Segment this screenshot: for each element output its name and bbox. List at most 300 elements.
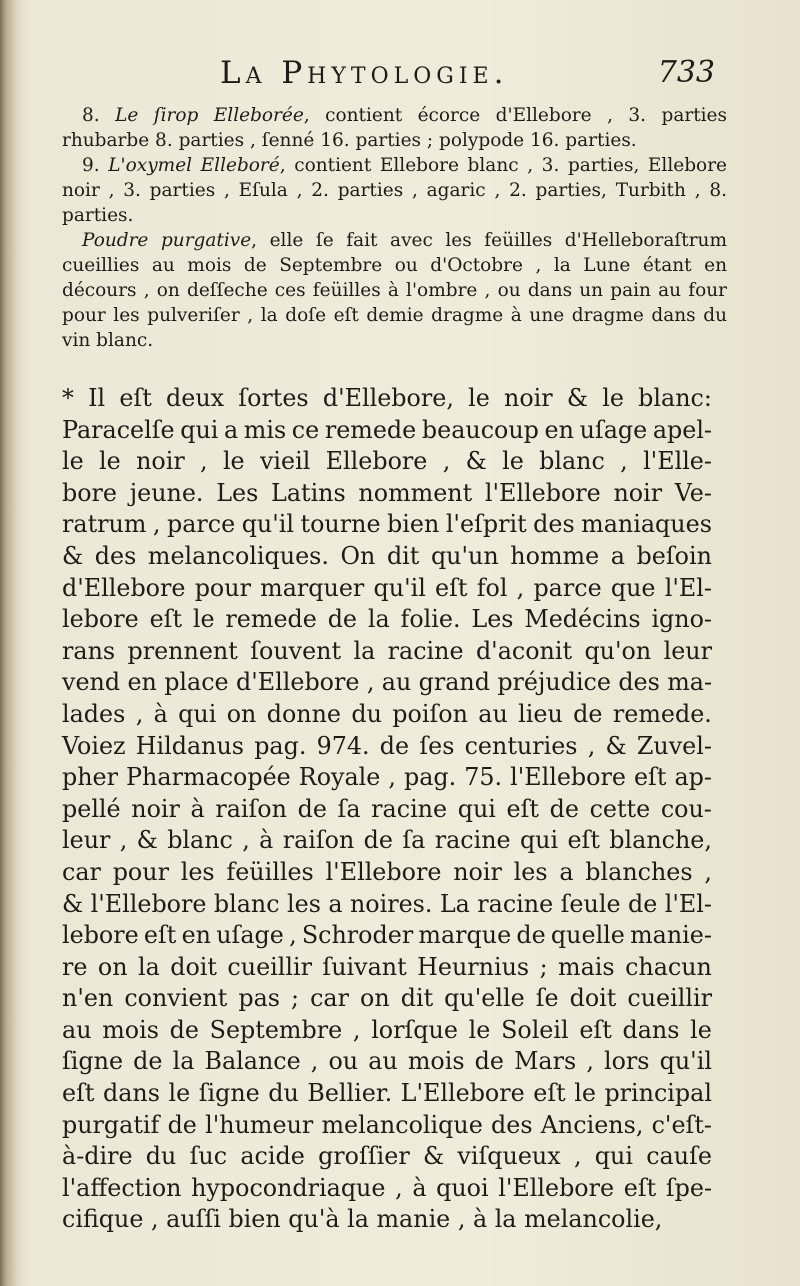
word: Pharmacopée	[126, 763, 291, 792]
word: l'Ellebore	[498, 1173, 615, 1202]
word: le	[222, 447, 245, 476]
word: ,	[119, 826, 128, 855]
word: Paracelſe	[62, 415, 175, 444]
word: on	[360, 984, 390, 1013]
word: qu'il	[373, 573, 426, 602]
word: d'Ellebore,	[322, 384, 454, 412]
word: L'Ellebore	[400, 1079, 525, 1108]
word: donne	[266, 699, 342, 728]
word: jeune.	[129, 478, 204, 507]
word: raiſon	[215, 794, 287, 823]
word: au	[381, 668, 412, 697]
word: de	[327, 605, 358, 634]
word: cette	[589, 794, 651, 823]
word: ;	[291, 984, 300, 1013]
word: homme	[510, 541, 600, 570]
running-title: La Phytologie.	[220, 55, 509, 91]
word: purgatif	[62, 1110, 160, 1139]
word: qu'il	[659, 1047, 712, 1076]
word: de	[169, 1015, 199, 1044]
recipe-notes	[62, 103, 727, 353]
word: la	[138, 952, 160, 981]
word: racine	[371, 794, 448, 823]
text-line	[62, 478, 712, 510]
word: l'Elle-	[643, 447, 712, 476]
word: noir	[453, 857, 502, 886]
word: du	[145, 1142, 177, 1171]
word: ſpe-	[665, 1173, 712, 1202]
word: l'Ellebore	[90, 889, 207, 918]
text-line	[62, 509, 712, 541]
word: mis	[243, 415, 287, 444]
word: *	[62, 384, 74, 412]
word: ſa	[337, 794, 361, 823]
word: doit	[170, 952, 217, 981]
word: on	[226, 699, 257, 728]
text-line	[62, 636, 712, 668]
word: de	[549, 794, 579, 823]
word: marquer	[260, 573, 365, 602]
word: quelle	[550, 921, 625, 950]
word: Royale	[298, 763, 381, 792]
word: le	[62, 447, 84, 476]
word: &	[62, 541, 84, 570]
word: maniaques	[581, 510, 712, 539]
word: a	[610, 541, 625, 570]
word: a	[559, 857, 574, 886]
word: 974.	[316, 731, 370, 760]
word: car	[310, 984, 349, 1013]
word: cueillir	[627, 984, 712, 1013]
word: &	[62, 889, 84, 918]
text-line	[62, 1173, 712, 1205]
word: mois	[102, 1015, 159, 1044]
word: apel-	[652, 415, 712, 444]
text-line	[62, 383, 712, 415]
word: marque	[418, 921, 512, 950]
word: ,	[442, 447, 451, 476]
word: deux	[166, 384, 225, 412]
word: qu'il	[241, 510, 295, 539]
word: eſt	[119, 384, 152, 412]
word: à-dire	[62, 1142, 133, 1171]
word: eſt	[633, 763, 667, 792]
word: noir	[613, 478, 663, 507]
word: bien	[387, 510, 440, 539]
note-paragraph: 8. Le ſirop Elleborée, contient écorce d'Ellebore , 3. parties rhubarbe 8. parties , ſenné 16. parties ; polypode 16. parties.	[62, 105, 727, 151]
word: feüilles	[226, 857, 314, 886]
word: On	[340, 541, 376, 570]
word: blanc	[167, 826, 233, 855]
text-line	[62, 1078, 712, 1110]
text-line	[62, 446, 712, 478]
word: d'Ellebore	[236, 668, 360, 697]
word: vend	[62, 668, 121, 697]
word: on	[97, 952, 128, 981]
word: racine	[387, 636, 464, 665]
word: pas	[238, 984, 280, 1013]
word: cauſe	[646, 1142, 712, 1171]
word: eſt	[567, 826, 600, 855]
word: &	[566, 384, 589, 412]
word: &	[605, 731, 627, 760]
word: blanc	[213, 889, 280, 918]
word: de	[379, 731, 410, 760]
word: noir	[131, 794, 180, 823]
text-line	[62, 699, 712, 731]
word: ,	[587, 731, 596, 760]
word: re	[62, 952, 88, 981]
word: La	[439, 889, 470, 918]
word: leur	[663, 636, 712, 665]
word: &	[136, 826, 158, 855]
text-line	[62, 541, 712, 573]
word: que	[610, 573, 656, 602]
word: ,	[704, 857, 712, 886]
word: de	[363, 826, 393, 855]
word: parce	[533, 573, 602, 602]
note-paragraph: Poudre purgative, elle ſe fait avec les feüilles d'Helleboraſtrum cueillies au mois de Septembre ou d'Octobre , la Lune étant en décours , on deſſeche ces feüilles à l'ombre , ou dans un pain au four pour les pulveriſer , la doſe eſt demie dragme à une dragme dans du vin blanc.	[62, 230, 727, 351]
word: l'eſprit	[445, 510, 527, 539]
page-spine-shadow	[0, 0, 22, 1286]
word: Medécins	[524, 605, 641, 634]
word: ,	[135, 699, 144, 728]
word: les	[180, 857, 215, 886]
word: manie-	[630, 921, 712, 950]
text-line	[62, 731, 712, 763]
word: noires.	[349, 889, 433, 918]
word: ;	[539, 952, 548, 981]
word: ,	[395, 1173, 403, 1202]
word: ,	[366, 668, 375, 697]
word: ce	[291, 415, 320, 444]
word: dit	[400, 984, 434, 1013]
word: de	[167, 1110, 197, 1139]
word: ſuc	[189, 1142, 228, 1171]
word: Voiez	[62, 731, 126, 760]
word: c'eſt-	[651, 1110, 712, 1139]
word: eſt	[506, 794, 539, 823]
word: pag.	[403, 763, 457, 792]
word: du	[268, 1079, 299, 1108]
word: de	[573, 699, 603, 728]
word: Il	[88, 384, 106, 412]
word: remede.	[612, 699, 712, 728]
word: au	[62, 1015, 92, 1044]
word: Bellier.	[307, 1079, 393, 1108]
word: le	[574, 1079, 596, 1108]
text-line	[62, 762, 712, 794]
word: igno-	[651, 605, 712, 634]
word: au	[478, 699, 508, 728]
word: la	[353, 636, 376, 665]
word: les	[513, 857, 548, 886]
word: ma-	[667, 668, 712, 697]
word: prennent	[127, 636, 238, 665]
page-number: 733	[657, 55, 715, 90]
word: eſt	[579, 1015, 612, 1044]
word: &	[422, 1142, 445, 1171]
word: nomment	[358, 478, 473, 507]
word: ,	[388, 763, 396, 792]
word: l'Ellebore	[510, 763, 626, 792]
word: en	[544, 415, 574, 444]
word: dans	[102, 1079, 160, 1108]
word: à	[153, 699, 168, 728]
word: ,	[516, 573, 525, 602]
word: ap-	[674, 763, 712, 792]
word: ,	[289, 921, 297, 950]
text-line	[62, 1110, 712, 1142]
word: a	[328, 889, 343, 918]
text-line	[62, 857, 712, 889]
word: en	[181, 921, 212, 950]
word: uſage	[579, 415, 648, 444]
text-line	[62, 573, 712, 605]
word: du	[351, 699, 382, 728]
word: eſt	[143, 921, 177, 950]
word: parce	[166, 510, 236, 539]
word: pour	[112, 857, 169, 886]
word: viſqueux	[457, 1142, 561, 1171]
word: en	[127, 668, 157, 697]
word: leur	[62, 826, 111, 855]
word: ſigne	[62, 1047, 124, 1076]
word: ou	[328, 1047, 359, 1076]
word: grand	[418, 668, 490, 697]
word: Mars	[514, 1047, 577, 1076]
word: vieil	[259, 447, 311, 476]
word: lades	[62, 699, 126, 728]
word: beaucoup	[421, 415, 539, 444]
word: hypocondriaque	[191, 1173, 386, 1202]
text-line	[62, 825, 712, 857]
word: pour	[194, 573, 251, 602]
word: 75.	[464, 763, 503, 792]
word: ,	[620, 447, 628, 476]
word: racine	[434, 826, 511, 855]
word: eſt	[435, 573, 468, 602]
word: noir	[136, 447, 185, 476]
word: la	[367, 605, 390, 634]
text-line	[62, 920, 712, 952]
word: pher	[62, 763, 119, 792]
word: ſuivant	[322, 952, 407, 981]
word: les	[287, 889, 321, 918]
word: de	[516, 921, 546, 950]
word: groſſier	[318, 1142, 410, 1171]
word: remede	[225, 605, 317, 634]
word: blanc:	[638, 384, 712, 412]
word: le	[468, 1015, 491, 1044]
word: &	[465, 447, 487, 476]
word: eſt	[533, 1079, 566, 1108]
word: d'aconit	[475, 636, 573, 665]
word: uſage	[216, 921, 284, 950]
word: beſoin	[636, 541, 712, 570]
word: principal	[604, 1079, 712, 1108]
word: le	[690, 1015, 712, 1044]
word: Les	[216, 478, 259, 507]
word: qui	[178, 699, 217, 728]
word: ſe	[535, 984, 559, 1013]
word: raiſon	[282, 826, 355, 855]
word: folie.	[400, 605, 461, 634]
text-line	[62, 667, 712, 699]
word: de	[297, 794, 327, 823]
word: melancolique	[321, 1110, 483, 1139]
main-text	[62, 383, 712, 1236]
word: chacun	[625, 952, 712, 981]
word: ratrum	[62, 510, 147, 539]
word: qu'un	[430, 541, 499, 570]
word: eſt	[623, 1173, 657, 1202]
word: à	[190, 794, 205, 823]
word: des	[533, 510, 575, 539]
word: ,	[573, 1142, 582, 1171]
word: Anciens,	[540, 1110, 644, 1139]
text-line	[62, 1046, 712, 1078]
word: convient	[124, 984, 228, 1013]
word: lebore	[62, 921, 139, 950]
word: le	[192, 605, 215, 634]
word: ,	[352, 1015, 361, 1044]
word: d'Ellebore	[62, 573, 186, 602]
word: de	[627, 889, 658, 918]
word: mois	[407, 1047, 465, 1076]
text-line	[62, 1015, 712, 1047]
word: l'affection	[62, 1173, 182, 1202]
text-line	[62, 889, 712, 921]
word: car	[62, 857, 101, 886]
word: mais	[558, 952, 615, 981]
word: remede	[324, 415, 417, 444]
note-paragraph: 9. L'oxymel Elleboré, contient Ellebore blanc , 3. parties, Ellebore noir , 3. parties , Eſula , 2. parties , agaric , 2. parties, Turbith , 8. parties.	[62, 155, 727, 226]
text-line	[62, 604, 712, 636]
word: poiſon	[392, 699, 468, 728]
word: centuries	[464, 731, 578, 760]
word: l'Ellebore	[325, 857, 442, 886]
word: le	[602, 384, 624, 412]
word: ſa	[402, 826, 426, 855]
word: qui	[180, 415, 219, 444]
word: l'El-	[664, 573, 712, 602]
word: Soleil	[501, 1015, 569, 1044]
word: fol	[476, 573, 508, 602]
word: cou-	[660, 794, 712, 823]
word: à	[412, 1173, 427, 1202]
text-line	[62, 983, 712, 1015]
word: ſortes	[238, 384, 309, 412]
word: racine	[477, 889, 554, 918]
word: noir	[504, 384, 553, 412]
word: préjudice	[497, 668, 611, 697]
word: blanche,	[609, 826, 712, 855]
word: pag.	[254, 731, 307, 760]
word: pellé	[62, 794, 121, 823]
word: rans	[62, 636, 116, 665]
word: la	[172, 1047, 195, 1076]
word: melancoliques.	[147, 541, 329, 570]
word: a	[224, 415, 239, 444]
word: dans	[622, 1015, 680, 1044]
word: qu'on	[584, 636, 652, 665]
word: qui	[457, 794, 496, 823]
text-line: cifique , auſſi bien qu'à la manie , à la melancolie,	[62, 1205, 663, 1234]
word: lieu	[518, 699, 563, 728]
word: le	[99, 447, 121, 476]
word: eſt	[149, 605, 183, 634]
word: de	[133, 1047, 163, 1076]
word: qu'elle	[444, 984, 525, 1013]
word: le	[468, 384, 490, 412]
word: ſes	[419, 731, 455, 760]
word: à	[259, 826, 274, 855]
word: au	[368, 1047, 398, 1076]
word: l'Ellebore	[484, 478, 601, 507]
word: Schroder	[301, 921, 414, 950]
text-line	[62, 415, 712, 447]
word: doit	[569, 984, 617, 1013]
page-header	[150, 55, 715, 99]
word: blanches	[585, 857, 693, 886]
word: ſouvent	[250, 636, 342, 665]
word: ſigne	[198, 1079, 260, 1108]
word: place	[164, 668, 229, 697]
word: Ellebore	[325, 447, 428, 476]
word: blanc	[539, 447, 605, 476]
word: Latins	[271, 478, 346, 507]
word: Septembre	[209, 1015, 343, 1044]
word: quoi	[436, 1173, 489, 1202]
word: Heurnius	[417, 952, 530, 981]
word: Les	[471, 605, 514, 634]
text-line	[62, 952, 712, 984]
word: Zuvel-	[636, 731, 712, 760]
word: ſeule	[560, 889, 621, 918]
word: eſt	[62, 1079, 95, 1108]
word: Hildanus	[135, 731, 245, 760]
word: acide	[240, 1142, 305, 1171]
word: dit	[386, 541, 420, 570]
word: des	[94, 541, 137, 570]
word: ,	[200, 447, 208, 476]
word: lors	[603, 1047, 650, 1076]
word: le	[168, 1079, 191, 1108]
text-line	[62, 1141, 712, 1173]
word: l'humeur	[205, 1110, 314, 1139]
word: n'en	[62, 984, 114, 1013]
word: lebore	[62, 605, 139, 634]
word: qui	[594, 1142, 633, 1171]
word: Ve-	[674, 478, 712, 507]
word: qui	[519, 826, 559, 855]
word: ,	[310, 1047, 319, 1076]
word: l'El-	[664, 889, 712, 918]
word: tourne	[300, 510, 381, 539]
word: des	[491, 1110, 533, 1139]
word: de	[474, 1047, 504, 1076]
word: lorſque	[371, 1015, 458, 1044]
word: ,	[152, 510, 161, 539]
word: ,	[242, 826, 250, 855]
word: cueillir	[227, 952, 312, 981]
word: des	[618, 668, 660, 697]
word: bore	[62, 478, 118, 507]
word: Balance	[204, 1047, 301, 1076]
word: le	[502, 447, 524, 476]
word: ,	[586, 1047, 594, 1076]
